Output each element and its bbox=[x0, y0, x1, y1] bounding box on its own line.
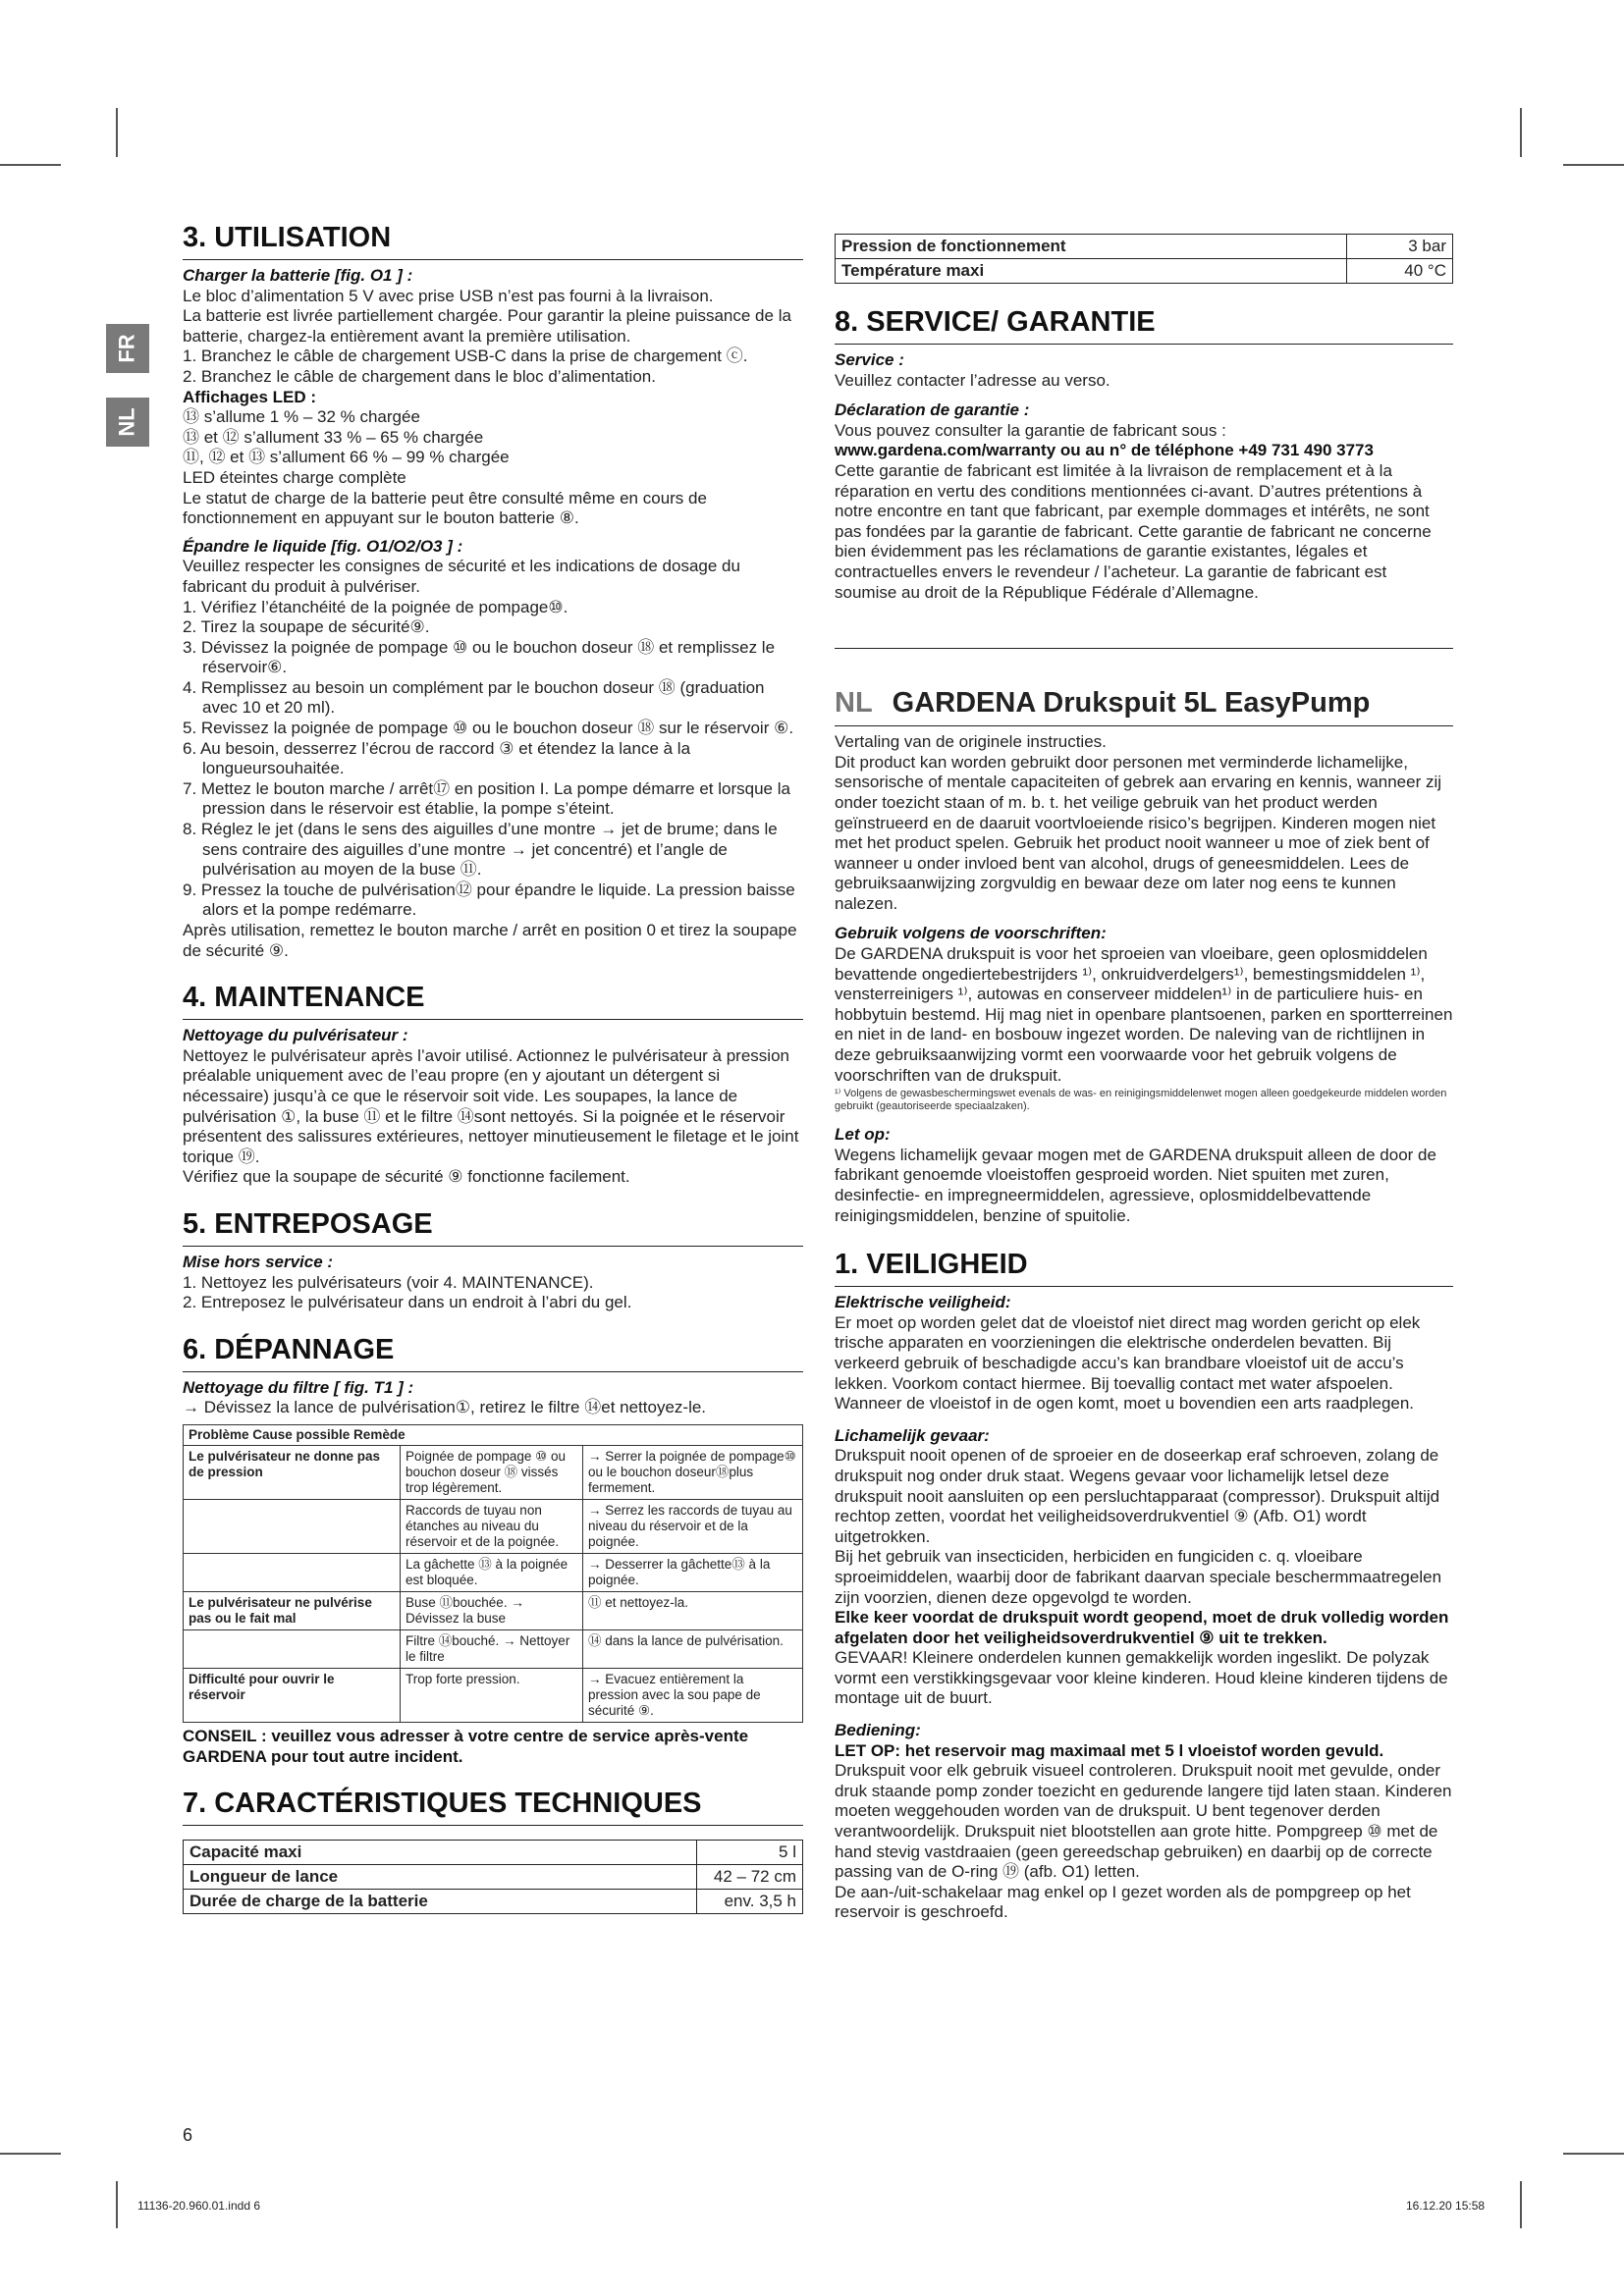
paragraph: Dit product kan worden gebruikt door personen met verminderde lichamelijke, sensorische of mentale capaciteiten of gebrek aan ervaring en kennis, wanneer zij onder toezicht staan of m. b. t. het veilige gebruik van het product werden geïnstrueerd en de daaruit voortvloeiende risico’s begrijpen. Kinderen mogen niet met het product spelen. Gebruik het product nooit wanneer u moe of ziek bent of wanneer u onder invloed bent van alcohol, drugs of geneesmiddelen. Lees de gebruiksaanwijzing zorgvuldig en bewaar deze om later nog eens te kunnen nalezen. bbox=[835, 752, 1442, 913]
paragraph: Er moet op worden gelet dat de vloeistof niet direct mag worden gericht op elek trische apparaten en voorzieningen die elektrische onderdelen bevatten. Bij verkeerd gebruik of beschadigde accu’s kan brandbare vloeistof uit de accu’s lekken. Voorkom contact hiermee. Bij toevallig contact met water afspoelen. Wanneer de vloeistof in de ogen komt, moet u bovendien een arts raadplegen. bbox=[835, 1312, 1421, 1414]
table-row bbox=[184, 1890, 803, 1914]
troubleshooting-table bbox=[183, 1424, 803, 1723]
table-cell bbox=[184, 1629, 401, 1668]
list-item: 3. Dévissez la poignée de pompage ⑩ ou le bouchon doseur ⑱ et remplissez le réservoir⑥. bbox=[183, 637, 776, 677]
language-label: NL bbox=[835, 687, 873, 720]
table-row bbox=[184, 1668, 803, 1722]
table-cell: Durée de charge de la batterie bbox=[184, 1890, 697, 1914]
date-slug: 16.12.20 15:58 bbox=[1406, 2199, 1486, 2213]
table-row bbox=[184, 1865, 803, 1890]
table-cell: Le pulvérisateur ne pulvérise pas ou le fait mal bbox=[184, 1591, 401, 1629]
table-cell: Filtre ⑭bouché. → Nettoyer le filtre bbox=[401, 1629, 583, 1668]
spread-steps bbox=[183, 598, 803, 922]
paragraph: Vérifiez que la soupape de sécurité ⑨ fonctionne facilement. bbox=[183, 1167, 630, 1187]
subsection-heading: Service : bbox=[835, 350, 904, 369]
table-cell: Raccords de tuyau non étanches au niveau du réservoir et de la poignée. bbox=[401, 1499, 583, 1553]
table-cell: 40 °C bbox=[1347, 259, 1453, 284]
table-cell: → Evacuez entièrement la pression avec la sou pape de sécurité ⑨. bbox=[583, 1668, 803, 1722]
table-cell: Difficulté pour ouvrir le réservoir bbox=[184, 1668, 401, 1722]
subsection-heading: Bediening: bbox=[835, 1721, 921, 1740]
list-item: 8. Réglez le jet (dans le sens des aiguilles d’une montre → jet de brume; dans le sens contraire des aiguilles d’une montre → jet concentré) et l’angle de pulvérisation au moyen de la buse ⑪. bbox=[183, 820, 778, 880]
crop-mark bbox=[0, 164, 61, 166]
section-title: 5. ENTREPOSAGE bbox=[183, 1207, 803, 1247]
table-cell: Buse ⑪bouchée. → Dévissez la buse bbox=[401, 1591, 583, 1629]
table-row bbox=[184, 1553, 803, 1591]
paragraph: Veuillez contacter l’adresse au verso. bbox=[835, 370, 1110, 390]
crop-mark bbox=[116, 108, 118, 157]
list-item: 4. Remplissez au besoin un complément par le bouchon doseur ⑱ (graduation avec 10 et 20 ml). bbox=[183, 677, 765, 718]
crop-mark bbox=[1563, 164, 1624, 166]
table-cell: ⑪ et nettoyez-la. bbox=[583, 1591, 803, 1629]
table-cell: Longueur de lance bbox=[184, 1865, 697, 1890]
list-item: 7. Mettez le bouton marche / arrêt⑰ en position I. La pompe démarre et lorsque la pression dans le réservoir est établie, la pompe s’éteint. bbox=[183, 778, 790, 819]
paragraph: De aan-/uit-schakelaar mag enkel op I gezet worden als de pompgreep op het reservoir is geschroefd. bbox=[835, 1882, 1411, 1922]
list-item: ⑬ s’allume 1 % – 32 % chargée bbox=[183, 407, 420, 427]
crop-mark bbox=[1563, 2153, 1624, 2155]
paragraph: Drukspuit nooit openen of de sproeier en de doseerkap eraf schroeven, zolang de drukspuit nog onder druk staat. Wegens gevaar voor lichamelijk letsel deze drukspuit nooit aansluiten op een persluchtapparaat (compressor). Drukspuit altijd rechtop zetten, voordat het veiligheidsoverdrukventiel ⑨ (Afb. O1) wordt uitgetrokken. bbox=[835, 1446, 1440, 1546]
section-title: 8. SERVICE/ GARANTIE bbox=[835, 305, 1453, 345]
subsection-heading: Charger la batterie [fig. O1 ] : bbox=[183, 266, 413, 285]
section-title: 3. UTILISATION bbox=[183, 221, 803, 260]
language-tab-fr bbox=[106, 324, 149, 373]
crop-mark bbox=[116, 2181, 118, 2228]
charge-steps bbox=[183, 347, 803, 387]
list-item: 1. Vérifiez l’étanchéité de la poignée de pompage⑩. bbox=[183, 597, 568, 616]
table-cell: ⑭ dans la lance de pulvérisation. bbox=[583, 1629, 803, 1668]
section-title: 4. MAINTENANCE bbox=[183, 981, 803, 1020]
footnote: ¹⁾ Volgens de gewasbeschermingswet evenals de was- en reinigingsmiddelenwet mogen alleen goedgekeurde middelen worden gebruikt (geautoriseerde speciaalzaken). bbox=[835, 1088, 1447, 1113]
paragraph: Cette garantie de fabricant est limitée à la livraison de remplacement et à la réparation en vertu des conditions mentionnées ci-avant. D’autres prétentions à notre encontre en tant que fabricant, par exemple dommages et intérêts, ne sont pas fondées par la garantie de fabricant. Cette garantie de fabricant ne concerne bien évidemment pas les réclamations de garantie existantes, légales et contractuelles envers le revendeur / l’acheteur. La garantie de fabricant est soumise au droit de la République Fédérale d’Allemagne. bbox=[835, 460, 1432, 602]
paragraph: De GARDENA drukspuit is voor het sproeien van vloeibare, geen oplosmiddelen bevattende ongediertebestrijders ¹⁾, onkruidverdelgers¹⁾, bemestingsmiddelen ¹⁾, vensterreinigers ¹⁾, autowas en conserveer middelen¹⁾ in de particuliere huis- en hobbytuin bestemd. Hij mag niet in openbare plantsoenen, parken en sportterreinen en niet in de land- en bosbouw ingezet worden. De naleving van de richtlijnen in deze gebruiksaanwijzing vormt een voorwaarde voor het gebruik volgens de voorschriften van de drukspuit. bbox=[835, 944, 1453, 1085]
led-list bbox=[183, 407, 803, 488]
page-number: 6 bbox=[183, 2125, 193, 2145]
table-row bbox=[836, 235, 1453, 259]
list-item: 1. Branchez le câble de chargement USB-C dans la prise de chargement ⓒ. bbox=[183, 347, 748, 366]
table-header: Problème Cause possible Remède bbox=[184, 1424, 803, 1445]
list-item: 2. Tirez la soupape de sécurité⑨. bbox=[183, 617, 430, 637]
list-item: LED éteintes charge complète bbox=[183, 467, 406, 487]
file-slug: 11136-20.960.01.indd 6 bbox=[137, 2199, 260, 2213]
storage-steps bbox=[183, 1273, 803, 1313]
list-item: ⑪, ⑫ et ⑬ s’allument 66 % – 99 % chargée bbox=[183, 448, 510, 467]
table-cell: env. 3,5 h bbox=[697, 1890, 803, 1914]
table-header-row bbox=[184, 1424, 803, 1445]
product-title: GARDENA Drukspuit 5L EasyPump bbox=[892, 687, 1371, 720]
paragraph: Le bloc d’alimentation 5 V avec prise USB n’est pas fourni à la livraison. bbox=[183, 286, 714, 305]
list-item: 5. Revissez la poignée de pompage ⑩ ou le bouchon doseur ⑱ sur le réservoir ⑥. bbox=[183, 719, 794, 738]
table-row bbox=[184, 1499, 803, 1553]
table-cell: La gâchette ⑬ à la poignée est bloquée. bbox=[401, 1553, 583, 1591]
tech-specs-table-continued bbox=[835, 234, 1453, 284]
crop-mark bbox=[0, 2153, 61, 2155]
subsection-heading: Nettoyage du pulvérisateur : bbox=[183, 1026, 408, 1045]
subsection-heading: Mise hors service : bbox=[183, 1252, 334, 1271]
language-tab-label: FR bbox=[114, 334, 139, 363]
table-cell: Température maxi bbox=[836, 259, 1347, 284]
table-row bbox=[184, 1591, 803, 1629]
table-cell: 5 l bbox=[697, 1841, 803, 1865]
table-cell: Poignée de pompage ⑩ ou bouchon doseur ⑱ vissés trop légèrement. bbox=[401, 1445, 583, 1499]
section-title: 1. VEILIGHEID bbox=[835, 1248, 1453, 1287]
table-cell: → Serrer la poignée de pompage⑩ ou le bouchon doseur⑱plus fermement. bbox=[583, 1445, 803, 1499]
paragraph: Bij het gebruik van insecticiden, herbiciden en fungiciden c. q. vloeibare sproeimiddelen, waarbij door de fabrikant daarvan speciale beschermmaatregelen zijn voorzien, dienen deze opgevolgd te worden. bbox=[835, 1547, 1442, 1607]
warning-text: LET OP: het reservoir mag maximaal met 5 l vloeistof worden gevuld. bbox=[835, 1740, 1384, 1760]
right-column bbox=[835, 234, 1453, 1923]
paragraph: Wegens lichamelijk gevaar mogen met de GARDENA drukspuit alleen de door de fabrikant genoemde vloeistoffen gesproeid worden. Niet spuiten met zuren, desinfectie- en impregneermiddelen, agressieve, oplosmiddelbevattende reinigingsmiddelen, benzine of spuitolie. bbox=[835, 1145, 1436, 1225]
paragraph: Veuillez respecter les consignes de sécurité et les indications de dosage du fabricant du produit à pulvériser. bbox=[183, 557, 740, 596]
subsection-heading: Épandre le liquide [fig. O1/O2/O3 ] : bbox=[183, 536, 463, 556]
table-row bbox=[184, 1629, 803, 1668]
section-title: 6. DÉPANNAGE bbox=[183, 1333, 803, 1372]
nl-section-title bbox=[835, 686, 1453, 726]
paragraph: Après utilisation, remettez le bouton marche / arrêt en position 0 et tirez la soupape de sécurité ⑨. bbox=[183, 921, 797, 960]
subsection-heading: Let op: bbox=[835, 1125, 891, 1145]
table-cell: → Desserrer la gâchette⑬ à la poignée. bbox=[583, 1553, 803, 1591]
paragraph: Le statut de charge de la batterie peut être consulté même en cours de fonctionnement en appuyant sur le bouton batterie ⑧. bbox=[183, 488, 707, 528]
language-tab-nl bbox=[106, 398, 149, 447]
table-cell bbox=[184, 1499, 401, 1553]
paragraph: Vertaling van de originele instructies. bbox=[835, 732, 1107, 752]
table-row bbox=[184, 1841, 803, 1865]
language-tab-label: NL bbox=[114, 407, 139, 437]
section-divider bbox=[835, 648, 1453, 649]
left-column bbox=[183, 221, 803, 1914]
list-item: 1. Nettoyez les pulvérisateurs (voir 4. MAINTENANCE). bbox=[183, 1272, 594, 1292]
list-item: 9. Pressez la touche de pulvérisation⑫ pour épandre le liquide. La pression baisse alors et la pompe redémarre. bbox=[183, 880, 795, 920]
subsection-heading: Elektrische veiligheid: bbox=[835, 1293, 1011, 1312]
table-cell: 3 bar bbox=[1347, 235, 1453, 259]
paragraph: → Dévissez la lance de pulvérisation①, retirez le filtre ⑭et nettoyez-le. bbox=[183, 1398, 707, 1417]
table-cell: 42 – 72 cm bbox=[697, 1865, 803, 1890]
subsection-heading: Déclaration de garantie : bbox=[835, 400, 1030, 420]
paragraph: La batterie est livrée partiellement chargée. Pour garantir la pleine puissance de la batterie, chargez-la entièrement avant la première utilisation. bbox=[183, 306, 791, 346]
table-cell: Capacité maxi bbox=[184, 1841, 697, 1865]
list-item: 6. Au besoin, desserrez l’écrou de raccord ③ et étendez la lance à la longueursouhaitée. bbox=[183, 738, 691, 778]
table-cell: Pression de fonctionnement bbox=[836, 235, 1347, 259]
tip-text: CONSEIL : veuillez vous adresser à votre centre de service après-vente GARDENA pour tout autre incident. bbox=[183, 1726, 749, 1766]
warranty-link[interactable]: www.gardena.com/warranty ou au n° de téléphone +49 731 490 3773 bbox=[835, 441, 1374, 460]
list-item: ⑬ et ⑫ s’allument 33 % – 65 % chargée bbox=[183, 427, 484, 447]
table-cell: Le pulvérisateur ne donne pas de pression bbox=[184, 1445, 401, 1499]
table-row bbox=[184, 1445, 803, 1499]
subsection-heading: Nettoyage du filtre [ fig. T1 ] : bbox=[183, 1377, 414, 1397]
list-item: 2. Entreposez le pulvérisateur dans un endroit à l’abri du gel. bbox=[183, 1293, 632, 1312]
tech-specs-table bbox=[183, 1840, 803, 1914]
subsection-heading: Lichamelijk gevaar: bbox=[835, 1425, 990, 1445]
list-item: 2. Branchez le câble de chargement dans le bloc d’alimentation. bbox=[183, 366, 656, 386]
warning-text: Elke keer voordat de drukspuit wordt geopend, moet de druk volledig worden afgelaten door het veiligheidsoverdrukventiel ⑨ uit te trekken. bbox=[835, 1608, 1449, 1647]
table-cell: → Serrez les raccords de tuyau au niveau du réservoir et de la poignée. bbox=[583, 1499, 803, 1553]
led-heading: Affichages LED : bbox=[183, 387, 317, 406]
table-row bbox=[836, 259, 1453, 284]
paragraph: Nettoyez le pulvérisateur après l’avoir utilisé. Actionnez le pulvérisateur à pression préalable uniquement avec de l’eau propre (en y ajoutant un détergent si nécessaire) jusqu’à ce que le réservoir soit vide. Les soupapes, la lance de pulvérisation ①, la buse ⑪ et le filtre ⑭sont nettoyés. Si la poignée et le réservoir présentent des salissures extérieures, nettoyer minutieusement le filetage et le joint torique ⑲. bbox=[183, 1045, 799, 1166]
section-title: 7. CARACTÉRISTIQUES TECHNIQUES bbox=[183, 1787, 803, 1826]
crop-mark bbox=[1520, 2181, 1522, 2228]
paragraph: Vous pouvez consulter la garantie de fabricant sous : bbox=[835, 420, 1226, 440]
paragraph: Drukspuit voor elk gebruik visueel controleren. Drukspuit nooit met gevulde, onder druk staande pomp zonder toezicht en gedurende langere tijd laten staan. Kinderen moeten weggehouden worden van de drukspuit. U bent tegenover derden verantwoordelijk. Drukspuit niet blootstellen aan grote hitte. Pompgreep ⑩ met de hand stevig vastdraaien (geen gereedschap gebruiken) en daarbij op de correcte passing van de O-ring ⑲ (afb. O1) letten. bbox=[835, 1761, 1452, 1882]
paragraph: GEVAAR! Kleinere onderdelen kunnen gemakkelijk worden ingeslikt. De polyzak vormt een verstikkingsgevaar voor kleine kinderen. Houd kleine kinderen tijdens de montage uit de buurt. bbox=[835, 1648, 1448, 1708]
subsection-heading: Gebruik volgens de voorschriften: bbox=[835, 924, 1107, 943]
table-cell: Trop forte pression. bbox=[401, 1668, 583, 1722]
crop-mark bbox=[1520, 108, 1522, 157]
table-cell bbox=[184, 1553, 401, 1591]
